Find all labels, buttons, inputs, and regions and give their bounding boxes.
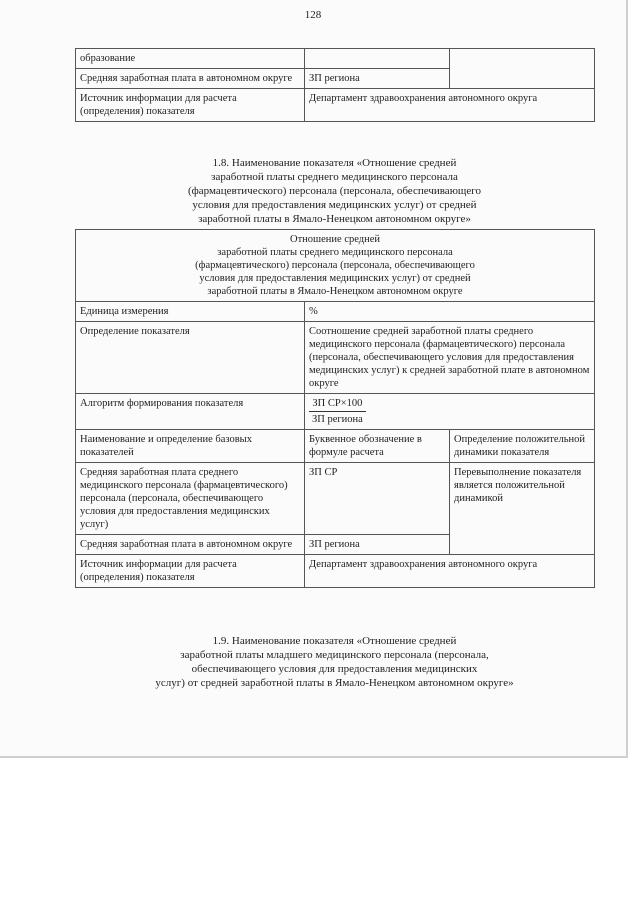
row1-symbol: ЗП СР [305, 463, 450, 535]
table-cell-empty [450, 49, 595, 89]
table-cell: Департамент здравоохранения автономного округа [305, 89, 595, 122]
page-number: 128 [304, 9, 322, 21]
table-header-row [76, 230, 595, 302]
table-row [76, 49, 595, 69]
table-row [76, 322, 595, 394]
row1-dynamics: Перевыполнение показателя является положительной динамикой [450, 463, 595, 555]
section-heading-1-9: 1.9. Наименование показателя «Отношение средней заработной платы младшего медицинского персонала (персонала, обеспечивающего условия для предоставления медицинских услуг) от средней заработной платы в Ямало-Ненецком автономном округе» [155, 635, 514, 689]
formula-fraction [309, 397, 366, 426]
unit-value: % [305, 302, 595, 322]
row2-label: Средняя заработная плата в автономном округе [76, 535, 305, 555]
row1-label: Средняя заработная плата среднего медицинского персонала (фармацевтического) персонала (персонала, обеспечивающего условия для предоставления медицинских услуг) [76, 463, 305, 535]
table-row [76, 394, 595, 430]
formula-numerator: ЗП СР×100 [309, 397, 366, 412]
section-heading-1-8: 1.8. Наименование показателя «Отношение средней заработной платы среднего медицинского персонала (фармацевтического) персонала (персонала, обеспечивающего условия для предоставления медицинских услуг) от средней заработной платы в Ямало-Ненецком автономном округе» [188, 157, 481, 225]
table-cell: образование [76, 49, 305, 69]
formula-denominator: ЗП региона [312, 414, 363, 425]
table-row [76, 555, 595, 588]
definition-value: Соотношение средней заработной платы среднего медицинского персонала (фармацевтического) персонала (персонала, обеспечивающего условия для предоставления медицинских услуг) к средней заработной плате в автономном округе [305, 322, 595, 394]
source-value: Департамент здравоохранения автономного округа [305, 555, 595, 588]
table-cell: Средняя заработная плата в автономном округе [76, 69, 305, 89]
table-top [75, 48, 595, 122]
base-label: Наименование и определение базовых показателей [76, 430, 305, 463]
table-indicator-1-8 [75, 229, 595, 588]
table-row [76, 302, 595, 322]
definition-label: Определение показателя [76, 322, 305, 394]
row2-symbol: ЗП региона [305, 535, 450, 555]
algorithm-label: Алгоритм формирования показателя [76, 394, 305, 430]
source-label: Источник информации для расчета (определения) показателя [76, 555, 305, 588]
base-symbol-header: Буквенное обозначение в формуле расчета [305, 430, 450, 463]
table-row [76, 463, 595, 535]
unit-label: Единица измерения [76, 302, 305, 322]
base-dynamics-header: Определение положительной динамики показателя [450, 430, 595, 463]
table-cell: Источник информации для расчета (определения) показателя [76, 89, 305, 122]
table-row [76, 89, 595, 122]
formula-cell [305, 394, 595, 430]
table-cell [305, 49, 450, 69]
table-header-cell: Отношение средней заработной платы среднего медицинского персонала (фармацевтического) персонала (персонала, обеспечивающего условия для предоставления медицинских услуг) от средней заработной платы в Ямало-Ненецком автономном округе [76, 230, 595, 302]
table-row [76, 430, 595, 463]
table-cell: ЗП региона [305, 69, 450, 89]
